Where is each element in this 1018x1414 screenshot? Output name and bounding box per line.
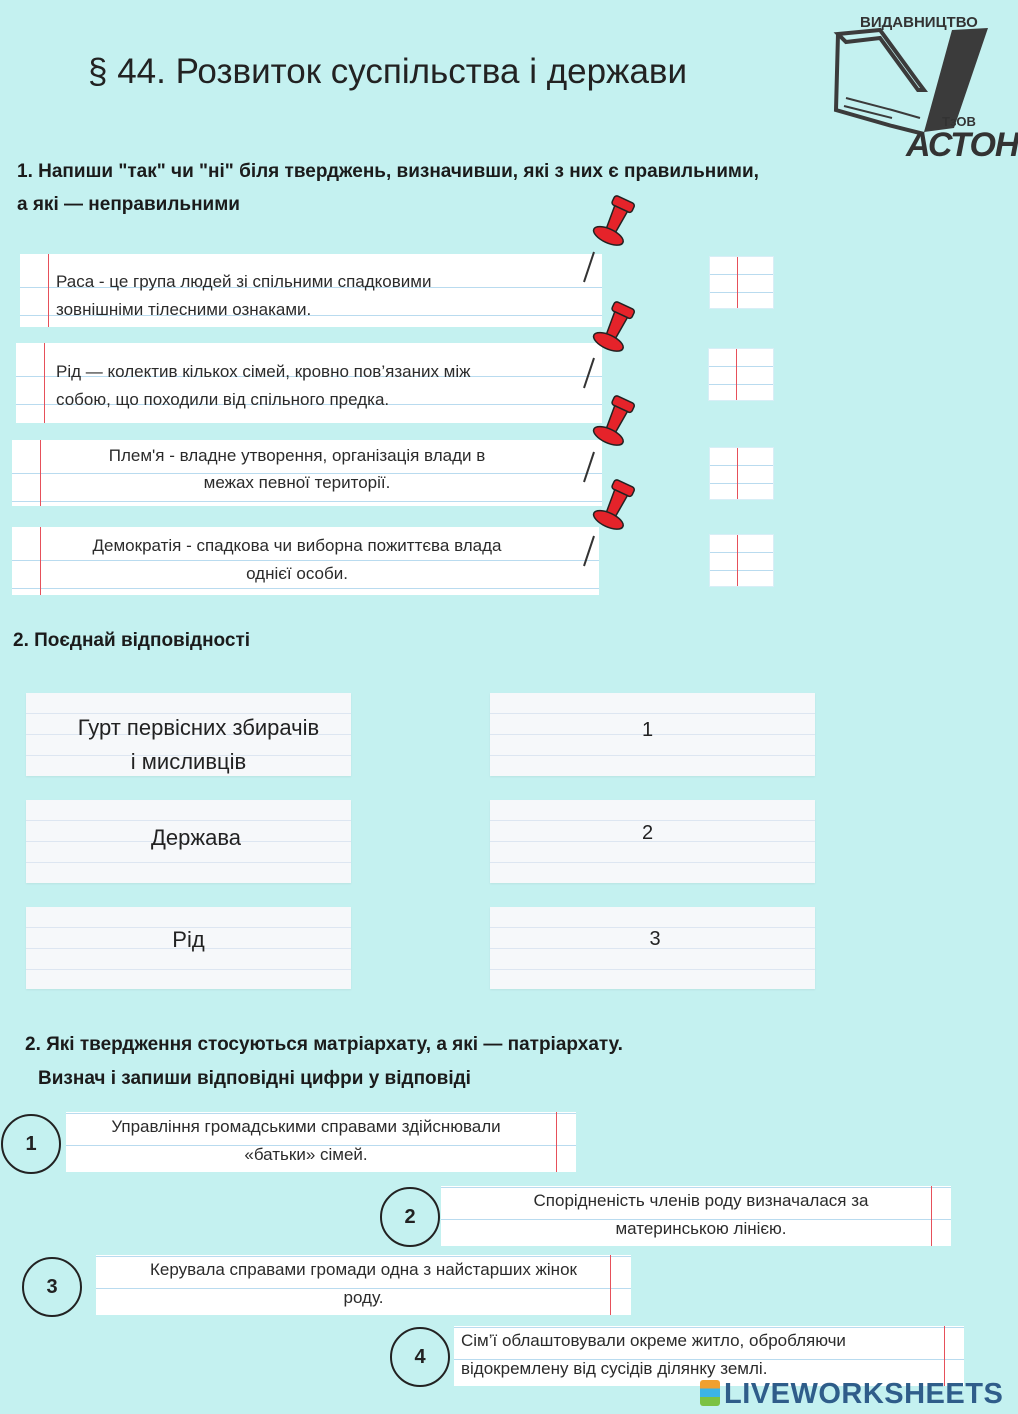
match-left-item[interactable]: Держава bbox=[26, 800, 351, 883]
publisher-name: АСТОН bbox=[906, 126, 1018, 164]
liveworksheets-logo[interactable]: LIVEWORKSHEETS bbox=[700, 1378, 1003, 1411]
push-pin-icon bbox=[580, 474, 636, 570]
statement-line: Рід — колектив кількох сімей, кровно пов’язаних між bbox=[56, 362, 471, 381]
number-circle: 3 bbox=[22, 1257, 82, 1317]
number-circle: 2 bbox=[380, 1187, 440, 1247]
statement-line: Плем'я - владне утворення, організація влади в bbox=[108, 446, 486, 465]
number-circle: 1 bbox=[1, 1114, 61, 1174]
answer-input-3[interactable] bbox=[709, 447, 774, 500]
match-right-item[interactable]: 3 bbox=[490, 907, 815, 989]
match-right-item[interactable]: 1 bbox=[490, 693, 815, 776]
statement-card bbox=[12, 440, 602, 506]
page-title: § 44. Розвиток суспільства і держави bbox=[88, 52, 688, 91]
match-left-item[interactable]: Гурт первісних збирачів і мисливців bbox=[26, 693, 351, 776]
push-pin-icon bbox=[580, 296, 636, 392]
publisher-top-text: ВИДАВНИЦТВО bbox=[860, 14, 978, 31]
liveworksheets-icon bbox=[700, 1380, 720, 1406]
publisher-form: ТзОВ bbox=[942, 114, 976, 129]
statement-line: межах певної території. bbox=[203, 473, 391, 492]
push-pin-icon bbox=[580, 390, 636, 486]
match-right-item[interactable]: 2 bbox=[490, 800, 815, 883]
answer-input-2[interactable] bbox=[708, 348, 774, 401]
publisher-logo bbox=[832, 14, 1018, 170]
match-left-item[interactable]: Рід bbox=[26, 907, 351, 989]
answer-input-1[interactable] bbox=[709, 256, 774, 309]
statement-card bbox=[16, 343, 602, 423]
answer-input-4[interactable] bbox=[709, 534, 774, 587]
statement-line: однієї особи. bbox=[246, 564, 348, 583]
statement-card[interactable]: Управління громадськими справами здійснювали «батьки» сімей. bbox=[66, 1112, 576, 1172]
statement-line: зовнішніми тілесними ознаками. bbox=[56, 300, 312, 319]
statement-card[interactable]: Керувала справами громади одна з найстарших жінок роду. bbox=[96, 1255, 631, 1315]
task3-heading-line1: 2. Які твердження стосуються матріархату, а які — патріархату. bbox=[25, 1034, 623, 1055]
number-circle: 4 bbox=[390, 1327, 450, 1387]
statement-card bbox=[12, 527, 599, 595]
statement-card bbox=[20, 254, 602, 327]
task1-heading-line1: 1. Напиши "так" чи "ні" біля тверджень, визначивши, які з них є правильними, bbox=[17, 161, 759, 182]
statement-line: Демократія - спадкова чи виборна пожиттєва влада bbox=[92, 536, 502, 555]
statement-line: собою, що походили від спільного предка. bbox=[56, 390, 390, 409]
statement-line: Раса - це група людей зі спільними спадковими bbox=[56, 272, 432, 291]
statement-card[interactable]: Сім’ї облаштовували окреме житло, обробляючи відокремлену від сусідів ділянку землі. bbox=[454, 1326, 964, 1386]
task3-heading-line2: Визнач і запиши відповідні цифри у відповіді bbox=[38, 1068, 471, 1089]
task1-heading-line2: а які — неправильними bbox=[17, 194, 240, 215]
task2-heading: 2. Поєднай відповідності bbox=[13, 630, 251, 651]
push-pin-icon bbox=[580, 190, 636, 286]
statement-card[interactable]: Спорідненість членів роду визначалася за материнською лінією. bbox=[441, 1186, 951, 1246]
